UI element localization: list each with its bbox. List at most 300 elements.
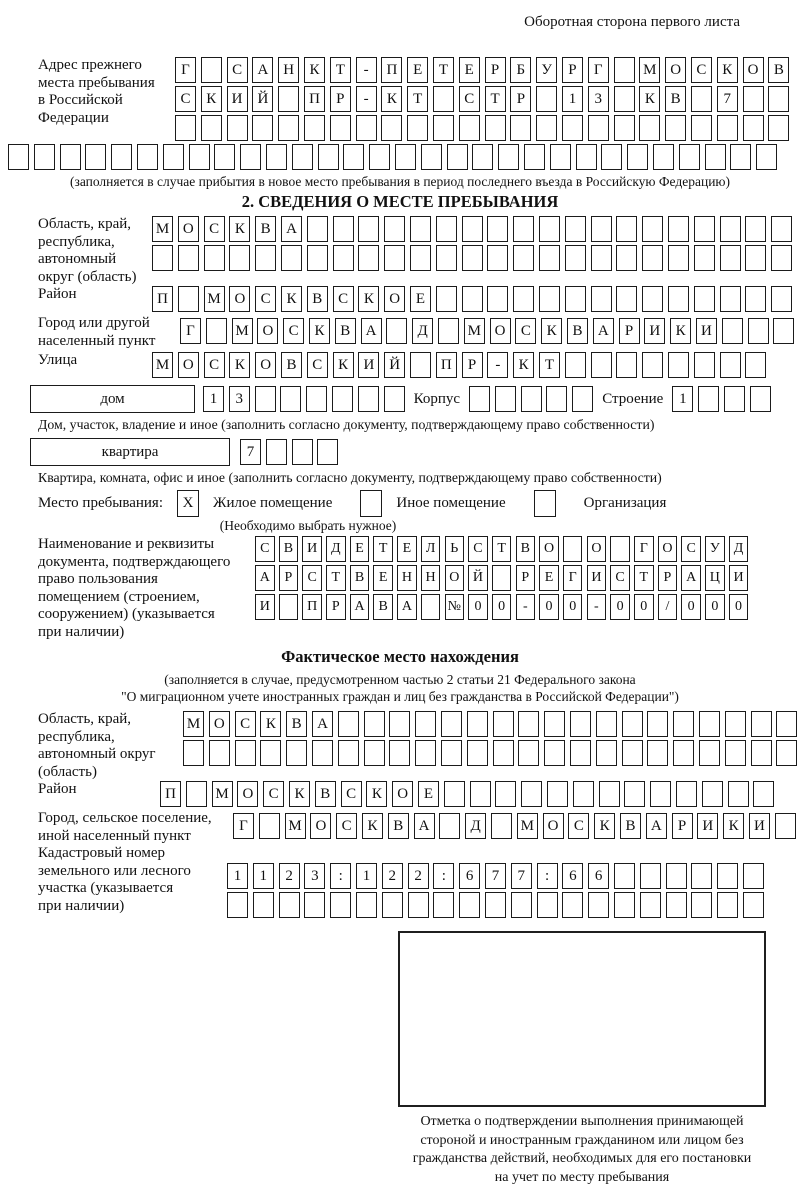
street-row: [152, 352, 766, 378]
char-cell: К: [541, 318, 562, 344]
char-cell: [717, 863, 738, 889]
char-cell: [307, 245, 328, 271]
char-cell: [433, 115, 454, 141]
char-cell: Р: [485, 57, 506, 83]
char-cell: [699, 740, 720, 766]
char-cell: [539, 216, 560, 242]
stroenie-label: Строение: [602, 390, 664, 407]
char-cell: [775, 813, 796, 839]
char-cell: О: [178, 216, 199, 242]
actual-district-row: [160, 781, 774, 807]
char-cell: П: [381, 57, 402, 83]
char-cell: [699, 711, 720, 737]
char-cell: К: [260, 711, 281, 737]
char-cell: Д: [729, 536, 749, 562]
char-cell: [511, 892, 532, 918]
char-cell: И: [587, 565, 607, 591]
char-cell: [152, 245, 173, 271]
char-cell: [596, 740, 617, 766]
char-cell: 6: [459, 863, 480, 889]
char-cell: М: [212, 781, 233, 807]
char-cell: [539, 245, 560, 271]
char-cell: В: [620, 813, 641, 839]
char-cell: Л: [421, 536, 441, 562]
char-cell: Й: [468, 565, 488, 591]
char-cell: [467, 740, 488, 766]
char-cell: [356, 115, 377, 141]
street-label: Улица: [38, 352, 78, 368]
char-cell: К: [289, 781, 310, 807]
char-cell: [178, 286, 199, 312]
city-label: Город или другой населенный пункт: [38, 315, 156, 349]
char-cell: [470, 781, 491, 807]
previous-address-label: Адрес прежнего места пребывания в Российской Федерации: [38, 57, 155, 126]
char-cell: [408, 892, 429, 918]
char-cell: [665, 115, 686, 141]
char-cell: [384, 386, 405, 412]
char-cell: [627, 144, 648, 170]
char-cell: В: [388, 813, 409, 839]
char-cell: [616, 216, 637, 242]
char-cell: [668, 286, 689, 312]
char-cell: [441, 740, 462, 766]
char-cell: 0: [539, 594, 559, 620]
char-cell: А: [397, 594, 417, 620]
char-cell: [666, 863, 687, 889]
char-cell: [614, 115, 635, 141]
char-cell: [469, 386, 490, 412]
char-cell: [666, 892, 687, 918]
previous-address-note: (заполняется в случае прибытия в новое место пребывания в период последнего въезда в Российскую Федерацию): [69, 174, 731, 189]
char-cell: [260, 740, 281, 766]
char-cell: К: [229, 216, 250, 242]
char-cell: [743, 863, 764, 889]
char-cell: [673, 740, 694, 766]
actual-region-label: Область, край, республика, автономный округ (область): [38, 711, 156, 780]
char-cell: [214, 144, 235, 170]
char-cell: [750, 386, 771, 412]
char-cell: Б: [510, 57, 531, 83]
char-cell: Е: [410, 286, 431, 312]
char-cell: [204, 245, 225, 271]
char-cell: К: [717, 57, 738, 83]
char-cell: Е: [459, 57, 480, 83]
char-cell: [485, 115, 506, 141]
char-cell: [487, 216, 508, 242]
char-cell: Т: [492, 536, 512, 562]
char-cell: М: [464, 318, 485, 344]
char-cell: [751, 740, 772, 766]
char-cell: [745, 286, 766, 312]
char-cell: [518, 711, 539, 737]
char-cell: [691, 863, 712, 889]
char-cell: Е: [373, 565, 393, 591]
char-cell: К: [362, 813, 383, 839]
char-cell: [694, 216, 715, 242]
char-cell: О: [445, 565, 465, 591]
char-cell: Г: [634, 536, 654, 562]
char-cell: [694, 286, 715, 312]
char-cell: [725, 711, 746, 737]
house-field: [30, 385, 792, 413]
char-cell: В: [307, 286, 328, 312]
char-cell: 3: [229, 386, 250, 412]
char-cell: В: [255, 216, 276, 242]
char-cell: К: [594, 813, 615, 839]
char-cell: [622, 711, 643, 737]
char-cell: [382, 892, 403, 918]
char-cell: [524, 144, 545, 170]
actual-city-field: [8, 810, 792, 845]
region-field: [8, 216, 792, 286]
char-cell: [539, 286, 560, 312]
char-cell: [536, 115, 557, 141]
char-cell: [728, 781, 749, 807]
char-cell: 7: [511, 863, 532, 889]
char-cell: [433, 892, 454, 918]
char-cell: [395, 144, 416, 170]
char-cell: 0: [468, 594, 488, 620]
document-row-2: [255, 565, 748, 591]
char-cell: [60, 144, 81, 170]
previous-address-block: [8, 57, 792, 144]
char-cell: С: [263, 781, 284, 807]
char-cell: С: [255, 286, 276, 312]
char-cell: [495, 781, 516, 807]
char-cell: [369, 144, 390, 170]
char-cell: Т: [330, 57, 351, 83]
char-cell: О: [490, 318, 511, 344]
char-cell: [572, 386, 593, 412]
char-cell: В: [516, 536, 536, 562]
char-cell: К: [304, 57, 325, 83]
char-cell: С: [341, 781, 362, 807]
char-cell: С: [468, 536, 488, 562]
char-cell: О: [658, 536, 678, 562]
char-cell: Й: [384, 352, 405, 378]
char-cell: С: [302, 565, 322, 591]
char-cell: [725, 740, 746, 766]
char-cell: [459, 115, 480, 141]
char-cell: [447, 144, 468, 170]
stay-type-field: [38, 489, 792, 517]
char-cell: [358, 245, 379, 271]
char-cell: [278, 115, 299, 141]
char-cell: [333, 245, 354, 271]
char-cell: У: [705, 536, 725, 562]
char-cell: [753, 781, 774, 807]
char-cell: Р: [510, 86, 531, 112]
actual-city-row: [233, 813, 796, 839]
char-cell: [278, 86, 299, 112]
char-cell: П: [152, 286, 173, 312]
char-cell: [622, 740, 643, 766]
char-cell: [491, 813, 512, 839]
char-cell: К: [513, 352, 534, 378]
char-cell: [694, 245, 715, 271]
char-cell: [650, 781, 671, 807]
char-cell: 0: [634, 594, 654, 620]
char-cell: -: [356, 86, 377, 112]
char-cell: [616, 352, 637, 378]
char-cell: [201, 57, 222, 83]
char-cell: [487, 286, 508, 312]
char-cell: 1: [356, 863, 377, 889]
char-cell: М: [639, 57, 660, 83]
char-cell: [546, 386, 567, 412]
char-cell: В: [350, 565, 370, 591]
char-cell: [498, 144, 519, 170]
char-cell: К: [670, 318, 691, 344]
char-cell: М: [204, 286, 225, 312]
char-cell: [286, 740, 307, 766]
char-cell: [776, 740, 797, 766]
char-cell: [206, 318, 227, 344]
char-cell: [591, 352, 612, 378]
char-cell: 2: [279, 863, 300, 889]
char-cell: [266, 144, 287, 170]
char-cell: М: [232, 318, 253, 344]
char-cell: [673, 711, 694, 737]
char-cell: [717, 115, 738, 141]
char-cell: Р: [279, 565, 299, 591]
street-field: [8, 352, 792, 381]
char-cell: [537, 892, 558, 918]
char-cell: [439, 813, 460, 839]
char-cell: М: [152, 352, 173, 378]
char-cell: 6: [588, 863, 609, 889]
char-cell: [472, 144, 493, 170]
char-cell: [698, 386, 719, 412]
char-cell: О: [543, 813, 564, 839]
char-cell: С: [283, 318, 304, 344]
char-cell: Р: [672, 813, 693, 839]
char-cell: [518, 740, 539, 766]
char-cell: [252, 115, 273, 141]
char-cell: [676, 781, 697, 807]
char-cell: [565, 216, 586, 242]
char-cell: Е: [407, 57, 428, 83]
char-cell: :: [537, 863, 558, 889]
char-cell: [364, 711, 385, 737]
char-cell: [436, 286, 457, 312]
char-cell: С: [568, 813, 589, 839]
char-cell: [317, 439, 338, 465]
char-cell: [235, 740, 256, 766]
char-cell: [492, 565, 512, 591]
char-cell: П: [302, 594, 322, 620]
char-cell: М: [152, 216, 173, 242]
char-cell: [720, 216, 741, 242]
char-cell: [304, 892, 325, 918]
char-cell: [563, 536, 583, 562]
char-cell: [493, 711, 514, 737]
char-cell: [467, 711, 488, 737]
char-cell: [588, 892, 609, 918]
char-cell: [281, 245, 302, 271]
district-label: Район: [38, 286, 77, 302]
cadastre-label: Кадастровый номер земельного или лесного участка (указывается при наличии): [38, 845, 191, 914]
char-cell: [705, 144, 726, 170]
char-cell: [356, 892, 377, 918]
char-cell: [591, 286, 612, 312]
char-cell: Г: [563, 565, 583, 591]
char-cell: [647, 711, 668, 737]
char-cell: О: [209, 711, 230, 737]
char-cell: К: [201, 86, 222, 112]
actual-district-field: [8, 781, 792, 810]
char-cell: А: [312, 711, 333, 737]
char-cell: [513, 216, 534, 242]
actual-location-title: Фактическое место нахождения: [281, 647, 519, 666]
char-cell: [201, 115, 222, 141]
char-cell: [510, 115, 531, 141]
previous-address-row-3: [175, 115, 789, 141]
char-cell: [743, 86, 764, 112]
char-cell: [570, 711, 591, 737]
char-cell: 2: [382, 863, 403, 889]
stay-type-option-other-premises-label: Иное помещение: [396, 494, 506, 511]
stay-type-option-residential-label: Жилое помещение: [213, 494, 333, 511]
char-cell: [111, 144, 132, 170]
char-cell: 1: [227, 863, 248, 889]
char-cell: [720, 245, 741, 271]
char-cell: [415, 740, 436, 766]
char-cell: [601, 144, 622, 170]
char-cell: Н: [397, 565, 417, 591]
char-cell: [565, 286, 586, 312]
char-cell: С: [204, 352, 225, 378]
char-cell: [178, 245, 199, 271]
char-cell: С: [235, 711, 256, 737]
actual-region-field: [8, 711, 792, 781]
char-cell: [745, 245, 766, 271]
char-cell: [668, 352, 689, 378]
char-cell: [487, 245, 508, 271]
char-cell: У: [536, 57, 557, 83]
char-cell: Р: [462, 352, 483, 378]
char-cell: Р: [326, 594, 346, 620]
char-cell: [748, 318, 769, 344]
char-cell: /: [658, 594, 678, 620]
char-cell: Д: [465, 813, 486, 839]
char-cell: [462, 216, 483, 242]
document-label: Наименование и реквизиты документа, подтверждающего право пользования помещением (строением, сооружением) (указывается при наличии): [38, 536, 231, 640]
char-cell: [415, 711, 436, 737]
char-cell: [438, 318, 459, 344]
char-cell: [304, 115, 325, 141]
char-cell: 7: [240, 439, 261, 465]
char-cell: К: [381, 86, 402, 112]
apartment-number-cells: [240, 439, 338, 465]
korpus-cells: [469, 386, 593, 412]
house-note: Дом, участок, владение и иное (заполнить согласно документу, подтверждающему право собственности): [38, 417, 655, 432]
char-cell: [381, 115, 402, 141]
char-cell: [565, 245, 586, 271]
char-cell: [318, 144, 339, 170]
char-cell: О: [229, 286, 250, 312]
char-cell: [513, 245, 534, 271]
char-cell: [536, 86, 557, 112]
char-cell: С: [610, 565, 630, 591]
char-cell: [255, 386, 276, 412]
char-cell: [745, 352, 766, 378]
stay-type-checkbox-other-premises: [360, 490, 382, 517]
char-cell: С: [515, 318, 536, 344]
char-cell: [280, 386, 301, 412]
char-cell: [389, 711, 410, 737]
char-cell: Д: [326, 536, 346, 562]
char-cell: Т: [485, 86, 506, 112]
char-cell: [679, 144, 700, 170]
previous-address-row-1: [175, 57, 789, 83]
char-cell: [573, 781, 594, 807]
char-cell: [599, 781, 620, 807]
char-cell: [183, 740, 204, 766]
char-cell: [436, 216, 457, 242]
char-cell: В: [279, 536, 299, 562]
char-cell: О: [392, 781, 413, 807]
char-cell: [614, 57, 635, 83]
char-cell: -: [487, 352, 508, 378]
char-cell: [642, 286, 663, 312]
char-cell: [227, 892, 248, 918]
char-cell: 3: [588, 86, 609, 112]
actual-city-label: Город, сельское поселение, иной населенный пункт: [38, 810, 212, 844]
char-cell: Е: [418, 781, 439, 807]
char-cell: №: [445, 594, 465, 620]
char-cell: В: [665, 86, 686, 112]
char-cell: [343, 144, 364, 170]
char-cell: С: [459, 86, 480, 112]
char-cell: [307, 216, 328, 242]
stamp-note: Отметка о подтверждении выполнения принимающей стороной и иностранным гражданином или лицом без гражданства действий, необходимых для его постановки на учет по месту пребывания: [412, 1114, 752, 1185]
char-cell: К: [358, 286, 379, 312]
char-cell: [292, 439, 313, 465]
char-cell: О: [539, 536, 559, 562]
char-cell: [253, 892, 274, 918]
region-row-2: [152, 245, 792, 271]
char-cell: [306, 386, 327, 412]
char-cell: 0: [729, 594, 749, 620]
char-cell: А: [252, 57, 273, 83]
char-cell: В: [373, 594, 393, 620]
char-cell: [410, 245, 431, 271]
char-cell: С: [307, 352, 328, 378]
char-cell: [259, 813, 280, 839]
char-cell: [647, 740, 668, 766]
char-cell: [640, 892, 661, 918]
char-cell: С: [333, 286, 354, 312]
actual-district-label: Район: [38, 781, 77, 797]
char-cell: [771, 216, 792, 242]
char-cell: Ь: [445, 536, 465, 562]
char-cell: [614, 863, 635, 889]
char-cell: [776, 711, 797, 737]
char-cell: О: [237, 781, 258, 807]
stay-type-option-organization-label: Организация: [583, 494, 667, 511]
actual-location-note: (заполняется в случае, предусмотренном частью 2 статьи 21 Федерального закона "О миграционном учете иностранных граждан и лиц без гражданства в Российской Федерации"): [121, 672, 679, 704]
char-cell: Г: [175, 57, 196, 83]
document-field: [8, 536, 792, 641]
char-cell: 1: [253, 863, 274, 889]
stay-type-checkbox-residential: X: [177, 490, 199, 517]
char-cell: С: [691, 57, 712, 83]
char-cell: [720, 352, 741, 378]
char-cell: А: [361, 318, 382, 344]
char-cell: В: [286, 711, 307, 737]
char-cell: [386, 318, 407, 344]
